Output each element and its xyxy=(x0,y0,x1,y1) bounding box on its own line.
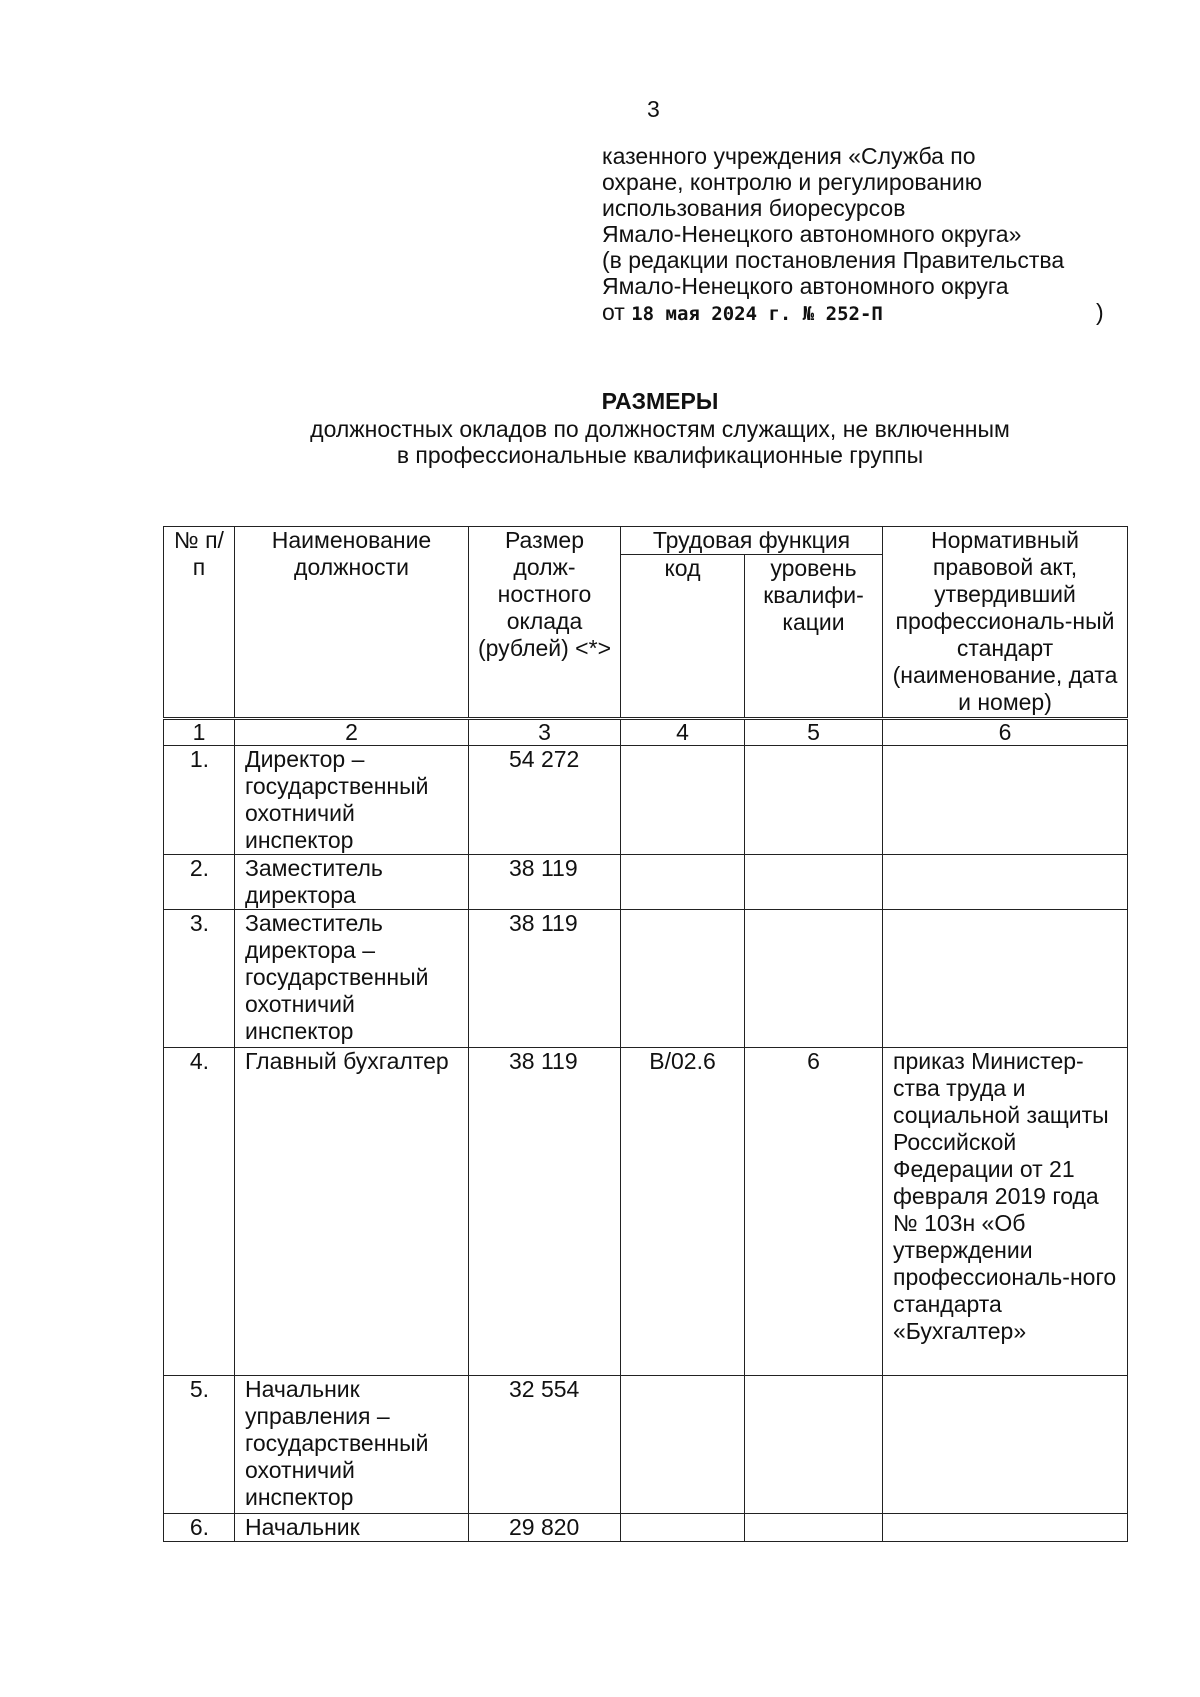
row-level xyxy=(745,910,883,1048)
row-level xyxy=(745,855,883,910)
document-title: РАЗМЕРЫ xyxy=(601,388,719,414)
table-row xyxy=(164,746,1128,855)
closing-parenthesis: ) xyxy=(1096,299,1104,325)
table-row xyxy=(164,910,1128,1048)
row-level xyxy=(745,746,883,855)
header-level: уровень квалифи-кации xyxy=(745,555,883,719)
row-level: 6 xyxy=(745,1048,883,1376)
date-prefix: от xyxy=(602,299,632,325)
row-act xyxy=(883,1376,1128,1514)
table-row xyxy=(164,1376,1128,1514)
row-salary: 29 820 xyxy=(469,1514,621,1542)
table-row xyxy=(164,1048,1128,1376)
row-act xyxy=(883,746,1128,855)
row-position-name: Заместитель директора – государственный охотничий инспектор xyxy=(235,910,469,1048)
document-subtitle-line-1: должностных окладов по должностям служащих, не включенным xyxy=(310,416,1010,442)
row-act xyxy=(883,1514,1128,1542)
salary-table xyxy=(163,526,1128,1542)
row-code xyxy=(621,855,745,910)
header-salary: Размер долж-ностного оклада (рублей) <*> xyxy=(469,527,621,719)
row-position-name: Директор – государственный охотничий инспектор xyxy=(235,746,469,855)
header-note-line: охране, контролю и регулированию xyxy=(602,169,982,195)
row-code xyxy=(621,746,745,855)
column-number: 4 xyxy=(621,719,745,746)
row-salary: 38 119 xyxy=(469,910,621,1048)
column-number: 6 xyxy=(883,719,1128,746)
header-labor-function: Трудовая функция xyxy=(621,527,883,555)
row-salary: 38 119 xyxy=(469,855,621,910)
header-note xyxy=(602,143,1122,327)
table-row xyxy=(164,1514,1128,1542)
row-num: 6. xyxy=(164,1514,235,1542)
row-num: 1. xyxy=(164,746,235,855)
header-note-line: Ямало-Ненецкого автономного округа xyxy=(602,273,1009,299)
column-numbers-row xyxy=(164,719,1128,746)
document-title-block xyxy=(160,388,1160,468)
column-number: 1 xyxy=(164,719,235,746)
row-act xyxy=(883,855,1128,910)
row-num: 5. xyxy=(164,1376,235,1514)
header-code: код xyxy=(621,555,745,719)
column-number: 2 xyxy=(235,719,469,746)
table-header-row xyxy=(164,527,1128,555)
header-note-line: использования биоресурсов xyxy=(602,195,906,221)
page-number: 3 xyxy=(647,96,660,122)
row-act xyxy=(883,910,1128,1048)
header-num: № п/п xyxy=(164,527,235,719)
row-position-name: Заместитель директора xyxy=(235,855,469,910)
row-position-name: Начальник xyxy=(235,1514,469,1542)
row-position-name: Начальник управления – государственный охотничий инспектор xyxy=(235,1376,469,1514)
row-position-name: Главный бухгалтер xyxy=(235,1048,469,1376)
row-level xyxy=(745,1514,883,1542)
header-name: Наименование должности xyxy=(235,527,469,719)
row-salary: 32 554 xyxy=(469,1376,621,1514)
header-note-date-line xyxy=(602,299,1122,327)
document-subtitle-line-2: в профессиональные квалификационные группы xyxy=(396,442,924,468)
row-salary: 54 272 xyxy=(469,746,621,855)
row-num: 2. xyxy=(164,855,235,910)
column-number: 3 xyxy=(469,719,621,746)
row-code xyxy=(621,1376,745,1514)
row-level xyxy=(745,1376,883,1514)
table-row xyxy=(164,855,1128,910)
row-code xyxy=(621,1514,745,1542)
header-note-line: казенного учреждения «Служба по xyxy=(602,143,976,169)
header-note-line: (в редакции постановления Правительства xyxy=(602,247,1065,273)
row-code xyxy=(621,910,745,1048)
row-act: приказ Министер-ства труда и социальной защиты Российской Федерации от 21 февраля 2019 года № 103н «Об утверждении профессиональ-ного стандарта «Бухгалтер» xyxy=(883,1048,1128,1376)
header-act: Нормативный правовой акт, утвердивший профессиональ-ный стандарт (наименование, дата и номер) xyxy=(883,527,1128,719)
header-note-line: Ямало-Ненецкого автономного округа» xyxy=(602,221,1022,247)
row-num: 3. xyxy=(164,910,235,1048)
resolution-date-number: 18 мая 2024 г. № 252-П xyxy=(631,303,883,325)
column-number: 5 xyxy=(745,719,883,746)
row-num: 4. xyxy=(164,1048,235,1376)
row-code: B/02.6 xyxy=(621,1048,745,1376)
row-salary: 38 119 xyxy=(469,1048,621,1376)
